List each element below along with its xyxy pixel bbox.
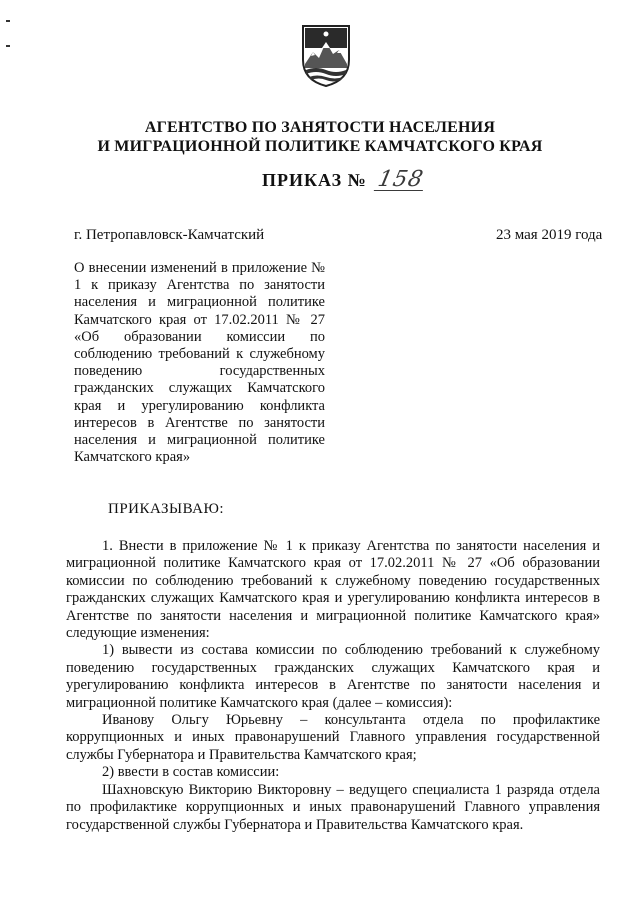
body-paragraph: 2) ввести в состав комиссии: (102, 764, 280, 781)
body-paragraph: Шахновскую Викторию Викторовну – ведущего специалиста 1 разряда отдела по профилактике коррупционных и иных правонарушений Главного управления государственной службы Губернатора и Правительства Камчатского края. (66, 781, 600, 833)
body-paragraph: Иванову Ольгу Юрьевну – консультанта отдела по профилактике коррупционных и иных правонарушений Главного управления государственной службы Губернатора и Правительства Камчатского края; (66, 712, 600, 763)
decree-heading: ПРИКАЗЫВАЮ: (108, 501, 225, 517)
order-title (262, 167, 427, 192)
agency-name-line: И МИГРАЦИОННОЙ ПОЛИТИКЕ КАМЧАТСКОГО КРАЯ (97, 138, 543, 155)
order-date: 23 мая 2019 года (496, 227, 603, 243)
order-body (66, 538, 600, 834)
body-paragraph: 1. Внести в приложение № 1 к приказу Агентства по занятости населения и миграционной политике Камчатского края от 17.02.2011 № 27 «Об образовании комиссии по соблюдению требований к служебному поведению государственных гражданских служащих Камчатского края и урегулированию конфликта интересов в Агентстве по занятости населения и миграционной политике Камчатского края» следующие изменения: (66, 538, 600, 642)
order-number: 158 (375, 167, 427, 192)
order-place: г. Петропавловск-Камчатский (74, 227, 265, 243)
margin-mark (6, 20, 10, 22)
kamchatka-coat-of-arms-icon (301, 24, 351, 88)
agency-name-line: АГЕНТСТВО ПО ЗАНЯТОСТИ НАСЕЛЕНИЯ (144, 119, 496, 136)
order-subject: О внесении изменений в приложение № 1 к приказу Агентства по занятости населения и миграционной политике Камчатского края от 17.02.2011 № 27 «Об образовании комиссии по соблюдению требований к служебному поведению государственных гражданских служащих Камчатского края и урегулированию конфликта интересов в Агентстве по занятости населения и миграционной политике Камчатского края» (74, 260, 325, 466)
margin-mark (6, 45, 10, 47)
body-paragraph: 1) вывести из состава комиссии по соблюдению требований к служебному поведению государственных гражданских служащих Камчатского края и урегулированию конфликта интересов в Агентстве по занятости населения и миграционной политике Камчатского края (далее – комиссия): (66, 642, 600, 711)
agency-name (0, 118, 640, 156)
order-label: ПРИКАЗ № (262, 170, 367, 190)
